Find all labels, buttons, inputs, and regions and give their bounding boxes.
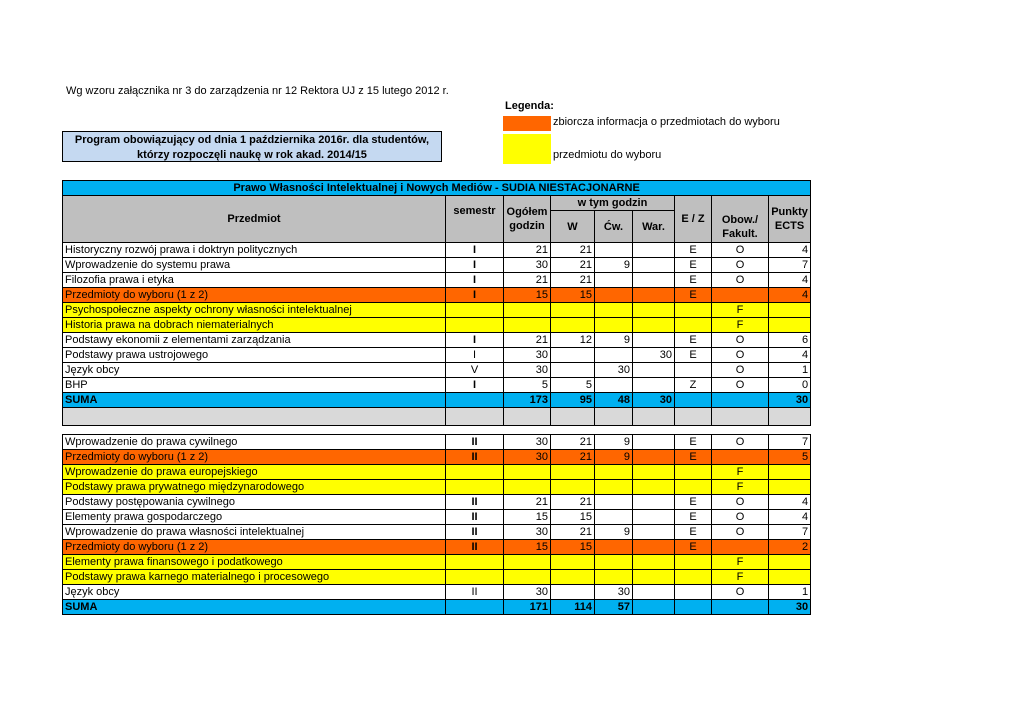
- ects-cell: 7: [769, 525, 811, 540]
- spacer-cell: [633, 426, 675, 435]
- total-hours-cell: [504, 318, 551, 333]
- header-ects-line1: Punkty: [771, 206, 808, 218]
- obligatory-cell: O: [712, 348, 769, 363]
- sum-row: [63, 600, 811, 615]
- exam-type-cell: [675, 318, 712, 333]
- workshop-hours-cell: [633, 363, 675, 378]
- obligatory-cell: O: [712, 378, 769, 393]
- workshop-hours-cell: [633, 378, 675, 393]
- ects-cell: 4: [769, 348, 811, 363]
- exam-type-cell: [675, 555, 712, 570]
- lecture-hours-cell: 15: [551, 510, 595, 525]
- spacer-cell: [769, 408, 811, 426]
- header-obow-line1: Obow./: [721, 214, 759, 226]
- semester-cell: [446, 555, 504, 570]
- header-war: War.: [633, 211, 675, 243]
- exam-type-cell: [675, 600, 712, 615]
- lecture-hours-cell: [551, 363, 595, 378]
- header-semester: semestr: [446, 196, 504, 243]
- workshop-hours-cell: [633, 585, 675, 600]
- table-row: [63, 555, 811, 570]
- ects-cell: 30: [769, 393, 811, 408]
- ects-cell: 2: [769, 540, 811, 555]
- obligatory-cell: O: [712, 243, 769, 258]
- total-hours-cell: 21: [504, 273, 551, 288]
- exam-type-cell: E: [675, 540, 712, 555]
- ects-cell: 7: [769, 258, 811, 273]
- subject-cell: SUMA: [63, 600, 446, 615]
- total-hours-cell: [504, 570, 551, 585]
- obligatory-cell: [712, 600, 769, 615]
- header-total-line2: godzin: [509, 220, 545, 232]
- semester-cell: II: [446, 495, 504, 510]
- lecture-hours-cell: 21: [551, 273, 595, 288]
- lecture-hours-cell: [551, 465, 595, 480]
- total-hours-cell: 171: [504, 600, 551, 615]
- spacer-cell: [769, 426, 811, 435]
- lecture-hours-cell: [551, 348, 595, 363]
- exercise-hours-cell: [595, 243, 633, 258]
- exercise-hours-cell: 30: [595, 585, 633, 600]
- semester-cell: II: [446, 540, 504, 555]
- exercise-hours-cell: [595, 555, 633, 570]
- spacer-row: [63, 408, 811, 426]
- spacer-cell: [633, 408, 675, 426]
- table-row: [63, 570, 811, 585]
- ects-cell: 4: [769, 510, 811, 525]
- legend-swatch-orange: [503, 116, 551, 131]
- obligatory-cell: F: [712, 570, 769, 585]
- exercise-hours-cell: [595, 510, 633, 525]
- ects-cell: 4: [769, 288, 811, 303]
- subject-cell: Psychospołeczne aspekty ochrony własności intelektualnej: [63, 303, 446, 318]
- semester-cell: I: [446, 348, 504, 363]
- exam-type-cell: E: [675, 288, 712, 303]
- program-line-2: którzy rozpoczęli naukę w rok akad. 2014/15: [137, 149, 367, 161]
- total-hours-cell: 30: [504, 435, 551, 450]
- lecture-hours-cell: [551, 585, 595, 600]
- obligatory-cell: F: [712, 318, 769, 333]
- workshop-hours-cell: [633, 303, 675, 318]
- table-row: [63, 303, 811, 318]
- table-row: [63, 348, 811, 363]
- workshop-hours-cell: 30: [633, 348, 675, 363]
- total-hours-cell: 173: [504, 393, 551, 408]
- table-row: [63, 243, 811, 258]
- table-row: [63, 378, 811, 393]
- lecture-hours-cell: [551, 318, 595, 333]
- total-hours-cell: 30: [504, 363, 551, 378]
- workshop-hours-cell: [633, 318, 675, 333]
- exam-type-cell: [675, 393, 712, 408]
- exam-type-cell: E: [675, 510, 712, 525]
- lecture-hours-cell: [551, 570, 595, 585]
- subject-cell: Podstawy postępowania cywilnego: [63, 495, 446, 510]
- ects-cell: 5: [769, 450, 811, 465]
- exam-type-cell: E: [675, 243, 712, 258]
- obligatory-cell: O: [712, 363, 769, 378]
- table-row: [63, 258, 811, 273]
- semester-cell: V: [446, 363, 504, 378]
- obligatory-cell: [712, 393, 769, 408]
- ects-cell: 4: [769, 243, 811, 258]
- total-hours-cell: [504, 555, 551, 570]
- obligatory-cell: O: [712, 273, 769, 288]
- subject-cell: Wprowadzenie do prawa własności intelektualnej: [63, 525, 446, 540]
- table-row: [63, 465, 811, 480]
- ects-cell: 0: [769, 378, 811, 393]
- semester-cell: I: [446, 273, 504, 288]
- subject-cell: Podstawy prawa karnego materialnego i procesowego: [63, 570, 446, 585]
- subject-cell: Historyczny rozwój prawa i doktryn politycznych: [63, 243, 446, 258]
- table-row: [63, 585, 811, 600]
- total-hours-cell: 30: [504, 450, 551, 465]
- lecture-hours-cell: 12: [551, 333, 595, 348]
- workshop-hours-cell: [633, 273, 675, 288]
- spacer-row: [63, 426, 811, 435]
- lecture-hours-cell: [551, 480, 595, 495]
- obligatory-cell: F: [712, 555, 769, 570]
- exercise-hours-cell: 9: [595, 450, 633, 465]
- exercise-hours-cell: 9: [595, 435, 633, 450]
- spacer-cell: [63, 408, 446, 426]
- ects-cell: [769, 303, 811, 318]
- table-row: [63, 435, 811, 450]
- semester-cell: I: [446, 288, 504, 303]
- spacer-cell: [551, 426, 595, 435]
- lecture-hours-cell: 21: [551, 435, 595, 450]
- exercise-hours-cell: 9: [595, 258, 633, 273]
- ects-cell: 1: [769, 585, 811, 600]
- ects-cell: [769, 465, 811, 480]
- total-hours-cell: 15: [504, 540, 551, 555]
- subject-cell: Podstawy prawa prywatnego międzynarodowego: [63, 480, 446, 495]
- workshop-hours-cell: [633, 525, 675, 540]
- table-title-row: [63, 181, 811, 196]
- workshop-hours-cell: [633, 555, 675, 570]
- semester-cell: [446, 465, 504, 480]
- exam-type-cell: [675, 480, 712, 495]
- exercise-hours-cell: [595, 348, 633, 363]
- semester-cell: I: [446, 333, 504, 348]
- semester-cell: [446, 570, 504, 585]
- exam-type-cell: Z: [675, 378, 712, 393]
- header-ez: E / Z: [675, 196, 712, 243]
- subject-cell: Elementy prawa gospodarczego: [63, 510, 446, 525]
- table-row: [63, 510, 811, 525]
- workshop-hours-cell: [633, 288, 675, 303]
- exercise-hours-cell: [595, 378, 633, 393]
- obligatory-cell: F: [712, 465, 769, 480]
- table-row: [63, 480, 811, 495]
- exam-type-cell: E: [675, 333, 712, 348]
- workshop-hours-cell: [633, 450, 675, 465]
- table-row: [63, 495, 811, 510]
- spacer-cell: [446, 408, 504, 426]
- obligatory-cell: [712, 540, 769, 555]
- exam-type-cell: E: [675, 435, 712, 450]
- subject-cell: Podstawy prawa ustrojowego: [63, 348, 446, 363]
- total-hours-cell: 30: [504, 585, 551, 600]
- semester-cell: I: [446, 378, 504, 393]
- table-row: [63, 273, 811, 288]
- total-hours-cell: 30: [504, 525, 551, 540]
- subject-cell: Przedmioty do wyboru (1 z 2): [63, 450, 446, 465]
- header-cw: Ćw.: [595, 211, 633, 243]
- ects-cell: 6: [769, 333, 811, 348]
- total-hours-cell: 15: [504, 510, 551, 525]
- semester-cell: II: [446, 525, 504, 540]
- ects-cell: 1: [769, 363, 811, 378]
- exercise-hours-cell: 48: [595, 393, 633, 408]
- table-title: Prawo Własności Intelektualnej i Nowych Mediów - SUDIA NIESTACJONARNE: [63, 181, 811, 196]
- exam-type-cell: E: [675, 348, 712, 363]
- ects-cell: 4: [769, 273, 811, 288]
- semester-cell: [446, 393, 504, 408]
- workshop-hours-cell: [633, 258, 675, 273]
- obligatory-cell: F: [712, 303, 769, 318]
- semester-cell: I: [446, 258, 504, 273]
- ects-cell: 30: [769, 600, 811, 615]
- exercise-hours-cell: [595, 495, 633, 510]
- subject-cell: Historia prawa na dobrach niematerialnych: [63, 318, 446, 333]
- subject-cell: Przedmioty do wyboru (1 z 2): [63, 540, 446, 555]
- table-row: [63, 318, 811, 333]
- header-subject: Przedmiot: [63, 196, 446, 243]
- lecture-hours-cell: [551, 303, 595, 318]
- total-hours-cell: 21: [504, 333, 551, 348]
- exam-type-cell: [675, 585, 712, 600]
- exam-type-cell: E: [675, 495, 712, 510]
- ects-cell: 4: [769, 495, 811, 510]
- exercise-hours-cell: [595, 318, 633, 333]
- total-hours-cell: [504, 480, 551, 495]
- obligatory-cell: O: [712, 435, 769, 450]
- exam-type-cell: [675, 363, 712, 378]
- spacer-cell: [504, 426, 551, 435]
- curriculum-table: [62, 180, 811, 615]
- obligatory-cell: F: [712, 480, 769, 495]
- workshop-hours-cell: [633, 480, 675, 495]
- lecture-hours-cell: 114: [551, 600, 595, 615]
- legend-text-elective: przedmiotu do wyboru: [553, 149, 662, 161]
- table-row: [63, 333, 811, 348]
- table-row: [63, 288, 811, 303]
- exercise-hours-cell: 57: [595, 600, 633, 615]
- workshop-hours-cell: [633, 435, 675, 450]
- program-line-1: Program obowiązujący od dnia 1 października 2016r. dla studentów,: [74, 134, 430, 146]
- obligatory-cell: O: [712, 525, 769, 540]
- legend-swatch-yellow: [503, 134, 551, 164]
- semester-cell: [446, 600, 504, 615]
- header-w: W: [551, 211, 595, 243]
- subject-cell: Podstawy ekonomii z elementami zarządzania: [63, 333, 446, 348]
- subject-cell: Wprowadzenie do prawa cywilnego: [63, 435, 446, 450]
- lecture-hours-cell: 21: [551, 525, 595, 540]
- exercise-hours-cell: 9: [595, 525, 633, 540]
- exercise-hours-cell: [595, 303, 633, 318]
- legend-text-summary: zbiorcza informacja o przedmiotach do wyboru: [553, 116, 780, 128]
- total-hours-cell: 21: [504, 495, 551, 510]
- total-hours-cell: 21: [504, 243, 551, 258]
- lecture-hours-cell: 21: [551, 243, 595, 258]
- spacer-cell: [595, 426, 633, 435]
- lecture-hours-cell: 5: [551, 378, 595, 393]
- semester-cell: II: [446, 450, 504, 465]
- lecture-hours-cell: 21: [551, 450, 595, 465]
- subject-cell: Wprowadzenie do systemu prawa: [63, 258, 446, 273]
- lecture-hours-cell: 21: [551, 495, 595, 510]
- ects-cell: 7: [769, 435, 811, 450]
- subject-cell: Filozofia prawa i etyka: [63, 273, 446, 288]
- exam-type-cell: E: [675, 273, 712, 288]
- spacer-cell: [675, 408, 712, 426]
- header-total-line1: Ogółem: [506, 206, 548, 218]
- workshop-hours-cell: [633, 570, 675, 585]
- exam-type-cell: E: [675, 525, 712, 540]
- subject-cell: Przedmioty do wyboru (1 z 2): [63, 288, 446, 303]
- workshop-hours-cell: [633, 510, 675, 525]
- ects-cell: [769, 318, 811, 333]
- exercise-hours-cell: [595, 570, 633, 585]
- exercise-hours-cell: [595, 465, 633, 480]
- workshop-hours-cell: 30: [633, 393, 675, 408]
- obligatory-cell: [712, 450, 769, 465]
- exam-type-cell: E: [675, 258, 712, 273]
- table-row: [63, 450, 811, 465]
- semester-cell: [446, 318, 504, 333]
- obligatory-cell: O: [712, 585, 769, 600]
- header-of-which: w tym godzin: [551, 196, 675, 211]
- semester-cell: [446, 303, 504, 318]
- header-obow-line2: Fakult.: [722, 228, 758, 240]
- spacer-cell: [551, 408, 595, 426]
- ects-cell: [769, 480, 811, 495]
- subject-cell: Język obcy: [63, 363, 446, 378]
- header-ects-line2: ECTS: [774, 220, 805, 232]
- spacer-cell: [675, 426, 712, 435]
- obligatory-cell: [712, 288, 769, 303]
- exercise-hours-cell: [595, 540, 633, 555]
- workshop-hours-cell: [633, 495, 675, 510]
- spacer-cell: [712, 426, 769, 435]
- subject-cell: BHP: [63, 378, 446, 393]
- workshop-hours-cell: [633, 600, 675, 615]
- spacer-cell: [446, 426, 504, 435]
- semester-cell: II: [446, 585, 504, 600]
- spacer-cell: [712, 408, 769, 426]
- exercise-hours-cell: [595, 288, 633, 303]
- obligatory-cell: O: [712, 510, 769, 525]
- obligatory-cell: O: [712, 333, 769, 348]
- total-hours-cell: 15: [504, 288, 551, 303]
- exam-type-cell: E: [675, 450, 712, 465]
- table-row: [63, 363, 811, 378]
- header-row-1: [63, 196, 811, 211]
- obligatory-cell: O: [712, 258, 769, 273]
- lecture-hours-cell: 15: [551, 540, 595, 555]
- exam-type-cell: [675, 303, 712, 318]
- total-hours-cell: [504, 303, 551, 318]
- spacer-cell: [63, 426, 446, 435]
- semester-cell: [446, 480, 504, 495]
- workshop-hours-cell: [633, 333, 675, 348]
- total-hours-cell: 30: [504, 258, 551, 273]
- subject-cell: Wprowadzenie do prawa europejskiego: [63, 465, 446, 480]
- header-ects: [769, 196, 811, 243]
- legend-title: Legenda:: [505, 100, 554, 112]
- exercise-hours-cell: 30: [595, 363, 633, 378]
- exam-type-cell: [675, 570, 712, 585]
- workshop-hours-cell: [633, 465, 675, 480]
- total-hours-cell: 5: [504, 378, 551, 393]
- ects-cell: [769, 570, 811, 585]
- table-row: [63, 540, 811, 555]
- subject-cell: Elementy prawa finansowego i podatkowego: [63, 555, 446, 570]
- total-hours-cell: 30: [504, 348, 551, 363]
- exercise-hours-cell: [595, 480, 633, 495]
- semester-cell: II: [446, 510, 504, 525]
- header-total: [504, 196, 551, 243]
- workshop-hours-cell: [633, 243, 675, 258]
- lecture-hours-cell: 21: [551, 258, 595, 273]
- table-row: [63, 525, 811, 540]
- header-obow: [712, 196, 769, 243]
- lecture-hours-cell: 95: [551, 393, 595, 408]
- exercise-hours-cell: 9: [595, 333, 633, 348]
- sum-row: [63, 393, 811, 408]
- workshop-hours-cell: [633, 540, 675, 555]
- semester-cell: II: [446, 435, 504, 450]
- obligatory-cell: O: [712, 495, 769, 510]
- program-info-box: [62, 131, 442, 162]
- lecture-hours-cell: [551, 555, 595, 570]
- exercise-hours-cell: [595, 273, 633, 288]
- semester-cell: I: [446, 243, 504, 258]
- spacer-cell: [504, 408, 551, 426]
- subject-cell: SUMA: [63, 393, 446, 408]
- exam-type-cell: [675, 465, 712, 480]
- subject-cell: Język obcy: [63, 585, 446, 600]
- regulation-note: Wg wzoru załącznika nr 3 do zarządzenia nr 12 Rektora UJ z 15 lutego 2012 r.: [66, 85, 449, 97]
- ects-cell: [769, 555, 811, 570]
- total-hours-cell: [504, 465, 551, 480]
- lecture-hours-cell: 15: [551, 288, 595, 303]
- spacer-cell: [595, 408, 633, 426]
